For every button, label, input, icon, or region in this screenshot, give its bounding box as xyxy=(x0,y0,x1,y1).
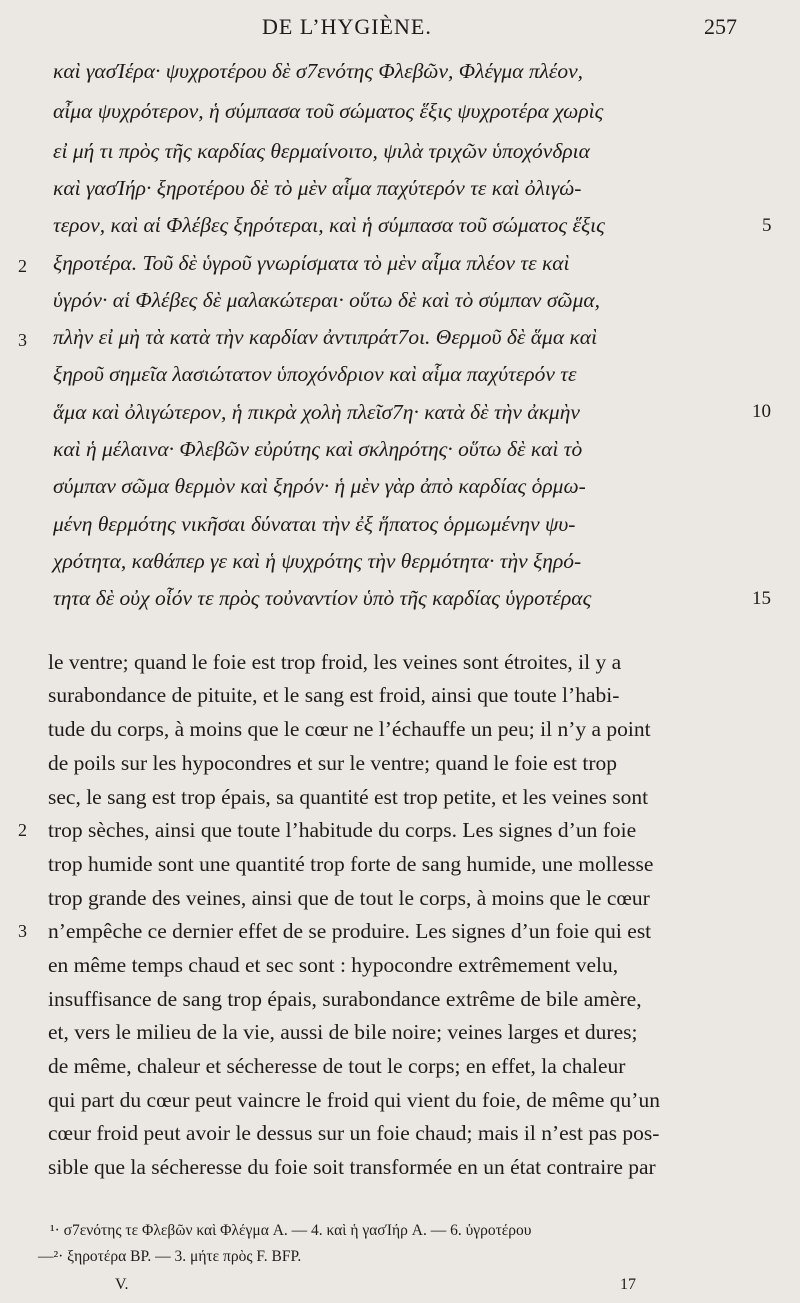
french-line: insuffisance de sang trop épais, surabondance extrême de bile amère, xyxy=(48,987,642,1011)
greek-line: τερον, καὶ αἱ Φλέβες ξηρότεραι, καὶ ἡ σύμπασα τοῦ σώματος ἕξις xyxy=(53,213,605,237)
page-title: DE L’HYGIÈNE. xyxy=(262,14,432,39)
greek-line: ἅμα καὶ ὀλιγώτερον, ἡ πικρὰ χολὴ πλεῖσ7η· κατὰ δὲ τὴν ἀκμὴν xyxy=(53,400,580,424)
greek-line: μένη θερμότης νικῆσαι δύναται τὴν ἐξ ἥπατος ὁρμωμένην ψυ- xyxy=(53,512,576,536)
margin-mark: 2 xyxy=(18,820,27,840)
french-line: cœur froid peut avoir le dessus sur un foie chaud; mais il n’est pas pos- xyxy=(48,1121,660,1145)
french-line: trop humide sont une quantité trop forte de sang humide, une mollesse xyxy=(48,852,654,876)
french-line: sible que la sécheresse du foie soit transformée en un état contraire par xyxy=(48,1155,656,1179)
french-line: sec, le sang est trop épais, sa quantité est trop petite, et les veines sont xyxy=(48,785,649,809)
greek-line: ξηροῦ σημεῖα λασιώτατον ὑποχόνδριον καὶ αἷμα παχύτερόν τε xyxy=(53,362,577,386)
french-line: qui part du cœur peut vaincre le froid qui vient du foie, de même qu’un xyxy=(48,1088,660,1112)
line-number: 15 xyxy=(752,588,771,609)
greek-line: τητα δὲ οὐχ οἷόν τε πρὸς τοὐναντίον ὑπὸ τῆς καρδίας ὑγροτέρας xyxy=(53,586,592,610)
greek-line: καὶ γασΊέρα· ψυχροτέρου δὲ σ7ενότης Φλεβῶν, Φλέγμα πλέον, xyxy=(53,59,584,83)
french-line: et, vers le milieu de la vie, aussi de bile noire; veines larges et dures; xyxy=(48,1020,638,1044)
french-line: trop sèches, ainsi que toute l’habitude du corps. Les signes d’un foie xyxy=(48,818,637,842)
french-line: n’empêche ce dernier effet de se produire. Les signes d’un foie qui est xyxy=(48,919,652,943)
greek-line: ξηροτέρα. Τοῦ δὲ ὑγροῦ γνωρίσματα τὸ μὲν αἷμα πλέον τε καὶ xyxy=(53,251,570,275)
margin-mark: 3 xyxy=(18,921,27,941)
margin-mark: 2 xyxy=(18,256,27,276)
line-number: 5 xyxy=(762,215,772,236)
french-line: le ventre; quand le foie est trop froid, les veines sont étroites, il y a xyxy=(48,650,622,674)
french-line: en même temps chaud et sec sont : hypocondre extrêmement velu, xyxy=(48,953,619,977)
sheet-number: 17 xyxy=(620,1276,636,1293)
greek-line: καὶ γασΊήρ· ξηροτέρου δὲ τὸ μὲν αἷμα παχύτερόν τε καὶ ὀλιγώ- xyxy=(53,176,582,200)
margin-mark: 3 xyxy=(18,330,27,350)
greek-line: καὶ ἡ μέλαινα· Φλεβῶν εὐρύτης καὶ σκληρότης· οὕτω δὲ καὶ τὸ xyxy=(53,437,583,461)
volume-mark: V. xyxy=(115,1276,129,1293)
french-line: tude du corps, à moins que le cœur ne l’échauffe un peu; il n’y a point xyxy=(48,717,651,741)
french-line: de poils sur les hypocondres et sur le ventre; quand le foie est trop xyxy=(48,751,618,775)
greek-line: ὑγρόν· αἱ Φλέβες δὲ μαλακώτεραι· οὕτω δὲ καὶ τὸ σύμπαν σῶμα, xyxy=(53,288,601,312)
greek-line: σύμπαν σῶμα θερμὸν καὶ ξηρόν· ἡ μὲν γὰρ ἀπὸ καρδίας ὁρμω- xyxy=(53,474,586,498)
footnote-line: ¹· σ7ενότης τε Φλεβῶν καὶ Φλέγμα A. — 4. καὶ ἡ γασΊήρ A. — 6. ὑγροτέρου xyxy=(50,1222,532,1239)
footnote-line: —²· ξηροτέρα BP. — 3. μήτε πρὸς F. BFP. xyxy=(38,1248,302,1265)
french-line: surabondance de pituite, et le sang est froid, ainsi que toute l’habi- xyxy=(48,683,620,707)
greek-line: εἰ μή τι πρὸς τῆς καρδίας θερμαίνοιτο, ψιλὰ τριχῶν ὑποχόνδρια xyxy=(53,139,590,163)
french-line: trop grande des veines, ainsi que de tout le corps, à moins que le cœur xyxy=(48,886,650,910)
greek-line: χρότητα, καθάπερ γε καὶ ἡ ψυχρότης τὴν θερμότητα· τὴν ξηρό- xyxy=(53,549,582,573)
line-number: 10 xyxy=(752,401,771,422)
greek-line: αἶμα ψυχρότερον, ἡ σύμπασα τοῦ σώματος ἕξις ψυχροτέρα χωρὶς xyxy=(53,99,604,123)
french-line: de même, chaleur et sécheresse de tout le corps; en effet, la chaleur xyxy=(48,1054,626,1078)
greek-line: πλὴν εἰ μὴ τὰ κατὰ τὴν καρδίαν ἀντιπράτ7οι. Θερμοῦ δὲ ἅμα καὶ xyxy=(53,325,598,349)
page-number: 257 xyxy=(704,14,737,39)
